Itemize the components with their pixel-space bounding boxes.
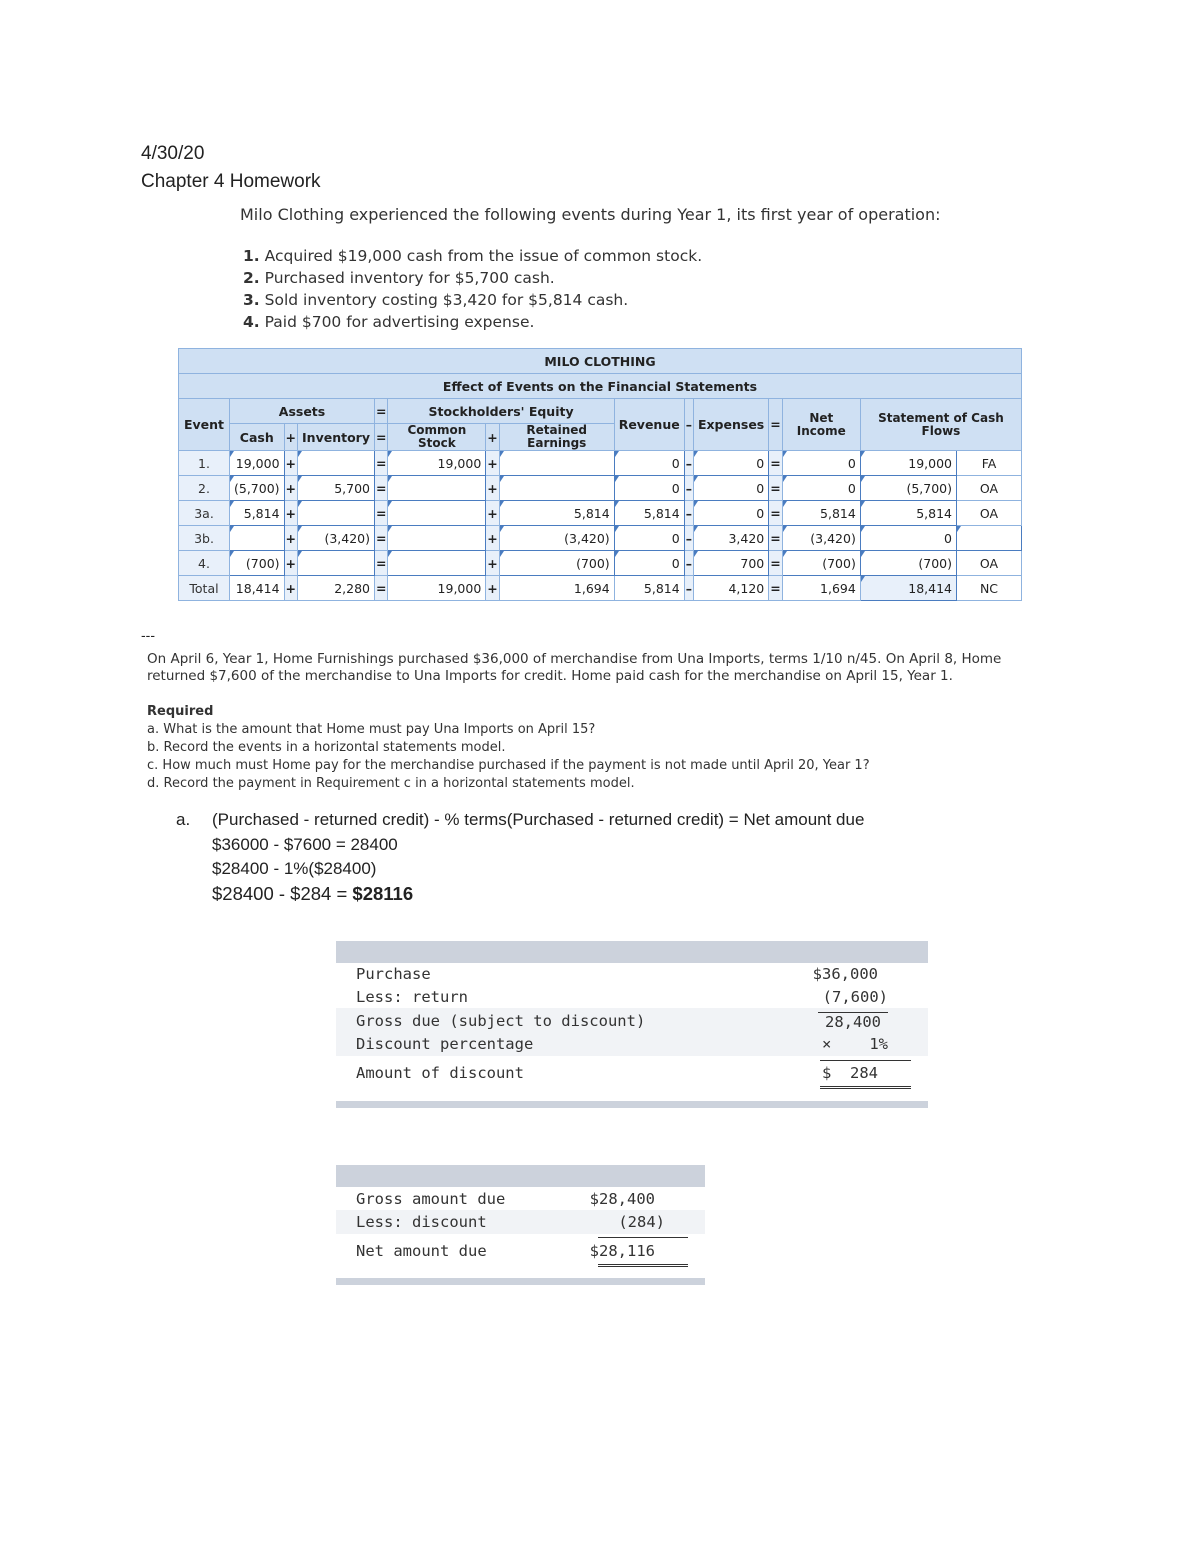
table-total-row: Total 18,414 + 2,280 = 19,000 + 1,694 5,814 – 4,120 = 1,694 18,414 NC [179, 576, 1022, 601]
financial-statements-table: MILO CLOTHING Effect of Events on the Financial Statements Event Assets = Stockholders' Equity Revenue – Expenses = Net Income Statement of Cash Flows Cash + Inventory = Common Stock + Retained Earnings 1. 19,000 + = 19,000 + 0 – 0 = 0 19,000 FA 2. (5,700) + 5,700 = + 0 – 0 = 0 (5,700) OA 3a. 5,814 + = + 5,814 5,814 – 0 = 5,814 5,814 OA 3b. + (3,420) = + (3,420) 0 – 3,420 = (3,420) 0 4. (700) + = + (700) 0 – 700 = (700) (700) OA Total 18,414 + 2,280 = 19,000 + 1,694 5,814 – 4,120 = 1,694 18,414 NC [178, 348, 1022, 601]
net-income-header: Net Income [782, 399, 860, 451]
cash-flow-input[interactable]: (700) [860, 551, 956, 576]
net-income-input[interactable]: 5,814 [782, 501, 860, 526]
cash-input[interactable]: (5,700) [230, 476, 285, 501]
cash-flows-header: Statement of Cash Flows [860, 399, 1021, 451]
revenue-input[interactable]: 0 [614, 451, 684, 476]
page-title: Chapter 4 Homework [141, 171, 321, 192]
net-income-input[interactable]: 0 [782, 451, 860, 476]
table-row: 3a. 5,814 + = + 5,814 5,814 – 0 = 5,814 5,814 OA [179, 501, 1022, 526]
answer-result-line: $28400 - $284 = $28116 [212, 882, 414, 904]
inventory-input[interactable] [298, 551, 375, 576]
retained-earnings-input[interactable]: 5,814 [499, 501, 614, 526]
equity-header: Stockholders' Equity [388, 399, 614, 424]
table-row: 2. (5,700) + 5,700 = + 0 – 0 = 0 (5,700) OA [179, 476, 1022, 501]
separator: --- [141, 627, 155, 643]
requirements-title: Required [147, 704, 214, 719]
table-row: Purchase $36,000 [356, 965, 878, 983]
table-row: Gross due (subject to discount) 28,400 [356, 1012, 908, 1035]
revenue-input[interactable]: 0 [614, 551, 684, 576]
table-row: 3b. + (3,420) = + (3,420) 0 – 3,420 = (3,420) 0 [179, 526, 1022, 551]
event-header: Event [179, 399, 230, 451]
cash-flow-input[interactable]: 5,814 [860, 501, 956, 526]
table-row: Less: discount (284) [356, 1213, 665, 1231]
list-item: 4. Paid $700 for advertising expense. [243, 313, 535, 331]
table-title: MILO CLOTHING [179, 349, 1022, 374]
common-stock-input[interactable] [388, 476, 486, 501]
table-row: 1. 19,000 + = 19,000 + 0 – 0 = 0 19,000 FA [179, 451, 1022, 476]
table-subtitle: Effect of Events on the Financial Statements [179, 374, 1022, 399]
cash-flow-code[interactable]: OA [957, 501, 1022, 526]
cash-flow-code[interactable]: FA [957, 451, 1022, 476]
cash-input[interactable]: (700) [230, 551, 285, 576]
revenue-input[interactable]: 0 [614, 526, 684, 551]
common-stock-input[interactable] [388, 501, 486, 526]
cash-flow-code[interactable]: OA [957, 476, 1022, 501]
revenue-input[interactable]: 0 [614, 476, 684, 501]
retained-earnings-input[interactable] [499, 451, 614, 476]
table-row: 4. (700) + = + (700) 0 – 700 = (700) (700) OA [179, 551, 1022, 576]
problem-text: On April 6, Year 1, Home Furnishings purchased $36,000 of merchandise from Una Imports, terms 1/10 n/45. On April 8, Home returned $7,600 of the merchandise to Una Imports for credit. Home paid cash for the merchandise on April 15, Year 1. [147, 651, 1002, 684]
answer-label: a. [176, 810, 191, 829]
cash-flow-code[interactable] [957, 526, 1022, 551]
answer-line: $28400 - 1%($28400) [212, 859, 377, 878]
answer-line: (Purchased - returned credit) - % terms(Purchased - returned credit) = Net amount due [212, 810, 865, 829]
expenses-input[interactable]: 700 [693, 551, 768, 576]
retained-earnings-input[interactable] [499, 476, 614, 501]
event-list [243, 245, 702, 333]
date: 4/30/20 [141, 143, 205, 164]
problem-intro: Milo Clothing experienced the following events during Year 1, its first year of operation: [240, 205, 941, 224]
requirement-item: b. Record the events in a horizontal statements model. [147, 740, 506, 755]
inventory-header: Inventory [298, 424, 375, 451]
expenses-input[interactable]: 0 [693, 476, 768, 501]
table-row: Discount percentage × 1% [356, 1035, 888, 1053]
cash-flow-input[interactable]: (5,700) [860, 476, 956, 501]
retained-earnings-header: Retained Earnings [499, 424, 614, 451]
cash-input[interactable] [230, 526, 285, 551]
retained-earnings-input[interactable]: (700) [499, 551, 614, 576]
cash-flow-code[interactable]: OA [957, 551, 1022, 576]
net-income-input[interactable]: 0 [782, 476, 860, 501]
inventory-input[interactable] [298, 451, 375, 476]
assets-header: Assets [230, 399, 375, 424]
revenue-header: Revenue [614, 399, 684, 451]
requirements [147, 703, 870, 793]
table-row: Gross amount due $28,400 [356, 1190, 655, 1208]
list-item: 3. Sold inventory costing $3,420 for $5,814 cash. [243, 291, 629, 309]
expenses-input[interactable]: 3,420 [693, 526, 768, 551]
table-row: Net amount due $28,116 [356, 1242, 655, 1260]
cash-input[interactable]: 19,000 [230, 451, 285, 476]
common-stock-input[interactable]: 19,000 [388, 451, 486, 476]
retained-earnings-input[interactable]: (3,420) [499, 526, 614, 551]
expenses-input[interactable]: 0 [693, 501, 768, 526]
requirement-item: d. Record the payment in Requirement c in a horizontal statements model. [147, 776, 635, 791]
revenue-input[interactable]: 5,814 [614, 501, 684, 526]
table-row: Amount of discount $ 284 [356, 1064, 878, 1082]
answer-line: $36000 - $7600 = 28400 [212, 834, 398, 854]
table-row: Less: return (7,600) [356, 988, 888, 1006]
net-amount-box [336, 1165, 705, 1285]
cash-flow-input[interactable]: 19,000 [860, 451, 956, 476]
common-stock-input[interactable] [388, 526, 486, 551]
net-income-input[interactable]: (700) [782, 551, 860, 576]
common-stock-input[interactable] [388, 551, 486, 576]
expenses-header: Expenses [693, 399, 768, 451]
requirement-item: a. What is the amount that Home must pay Una Imports on April 15? [147, 722, 596, 737]
inventory-input[interactable] [298, 501, 375, 526]
list-item: 2. Purchased inventory for $5,700 cash. [243, 269, 555, 287]
net-income-input[interactable]: (3,420) [782, 526, 860, 551]
list-item: 1. Acquired $19,000 cash from the issue of common stock. [243, 247, 703, 265]
expenses-input[interactable]: 0 [693, 451, 768, 476]
common-stock-header: Common Stock [388, 424, 486, 451]
inventory-input[interactable]: (3,420) [298, 526, 375, 551]
cash-flow-total-input[interactable]: 18,414 [860, 576, 956, 601]
cash-header: Cash [230, 424, 285, 451]
cash-flow-input[interactable]: 0 [860, 526, 956, 551]
requirement-item: c. How much must Home pay for the merchandise purchased if the payment is not made until April 20, Year 1? [147, 758, 870, 773]
inventory-input[interactable]: 5,700 [298, 476, 375, 501]
answer-result: $28116 [352, 882, 414, 904]
discount-calculation-box [336, 941, 928, 1108]
cash-input[interactable]: 5,814 [230, 501, 285, 526]
